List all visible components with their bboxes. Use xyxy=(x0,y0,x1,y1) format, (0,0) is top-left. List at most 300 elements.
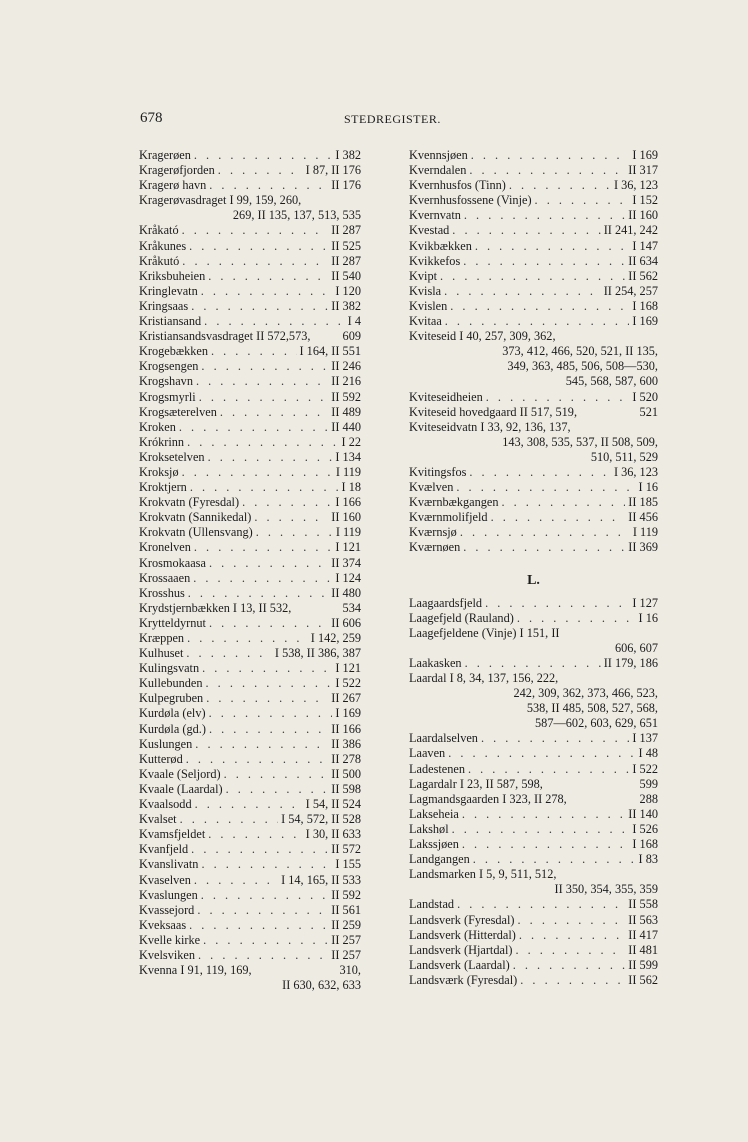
index-entry xyxy=(139,344,361,359)
index-entry xyxy=(139,329,361,344)
leader-dots xyxy=(182,254,328,269)
leader-dots xyxy=(209,722,328,737)
entry-refs: II 599 xyxy=(628,957,658,972)
entry-term: Krydstjernbækken I 13, II 532, xyxy=(139,600,292,615)
index-entry xyxy=(409,762,658,777)
page-number: 678 xyxy=(140,110,163,126)
entry-term: Lakshøl xyxy=(409,821,449,836)
index-entry xyxy=(139,163,361,178)
entry-term: Krokvatn (Ullensvang) xyxy=(139,525,253,540)
entry-term: Kvernhusfossene (Vinje) xyxy=(409,193,532,208)
entry-refs: I 168 xyxy=(632,298,658,313)
entry-refs: I 119 xyxy=(335,525,361,540)
entry-refs: I 169 xyxy=(335,706,361,721)
entry-term: Kvanslivatn xyxy=(139,857,199,872)
index-entry xyxy=(409,284,658,299)
entry-refs: I 526 xyxy=(632,821,658,836)
index-entry xyxy=(139,857,361,872)
entry-continuation: 349, 363, 485, 506, 508—530, xyxy=(507,359,658,374)
leader-dots xyxy=(179,420,328,435)
entry-term: Kværnsjø xyxy=(409,525,457,540)
entry-refs: II 634 xyxy=(628,253,658,268)
leader-dots xyxy=(187,435,338,450)
entry-term: Laagefjeldene (Vinje) I 151, II xyxy=(409,625,560,640)
leader-dots xyxy=(189,918,328,933)
page-header xyxy=(0,110,748,130)
entry-refs: I 152 xyxy=(632,193,658,208)
index-entry xyxy=(409,807,658,822)
entry-term: Kutterød xyxy=(139,751,183,766)
leader-dots xyxy=(457,897,625,912)
index-entry xyxy=(409,792,658,807)
leader-dots xyxy=(203,933,328,948)
entry-refs: I 137 xyxy=(632,731,658,746)
index-column-right xyxy=(409,148,658,988)
entry-refs: II 481 xyxy=(628,942,658,957)
entry-term: Kronelven xyxy=(139,540,191,555)
entry-term: Lakssjøen xyxy=(409,837,459,852)
entry-term: Kvaale (Laardal) xyxy=(139,781,223,796)
entry-refs: II 259 xyxy=(331,917,361,932)
index-entry xyxy=(139,706,361,721)
index-entry xyxy=(139,888,361,903)
entry-refs: II 374 xyxy=(331,555,361,570)
entry-term: Kullebunden xyxy=(139,676,203,691)
leader-dots xyxy=(188,586,329,601)
leader-dots xyxy=(468,762,629,777)
leader-dots xyxy=(485,596,629,611)
index-entry xyxy=(139,269,361,284)
index-entry xyxy=(139,842,361,857)
leader-dots xyxy=(452,223,600,238)
entry-refs: II 572 xyxy=(331,842,361,857)
entry-term: Kvislen xyxy=(409,298,448,313)
index-entry xyxy=(409,897,658,912)
entry-term: Kråkutó xyxy=(139,253,180,268)
entry-refs: I 54, II 524 xyxy=(305,797,361,812)
entry-refs: I 155 xyxy=(335,857,361,872)
index-entry xyxy=(409,928,658,943)
index-entry xyxy=(409,746,658,761)
index-entry xyxy=(139,737,361,752)
entry-refs: II 456 xyxy=(628,510,658,525)
entry-term: Krossaaen xyxy=(139,570,191,585)
entry-term: Kvaslungen xyxy=(139,887,198,902)
entry-refs: II 561 xyxy=(331,902,361,917)
index-section-l xyxy=(409,596,658,988)
leader-dots xyxy=(448,746,635,761)
index-entry xyxy=(409,525,658,540)
entry-refs: I 22 xyxy=(341,434,361,449)
index-entry xyxy=(409,973,658,988)
leader-dots xyxy=(182,465,333,480)
entry-term: Krosshus xyxy=(139,585,185,600)
index-entry xyxy=(409,671,658,686)
leader-dots xyxy=(198,948,328,963)
leader-dots xyxy=(186,646,272,661)
entry-term: Landsverk (Laardal) xyxy=(409,957,510,972)
entry-term: Kvelsviken xyxy=(139,947,196,962)
leader-dots xyxy=(191,842,328,857)
entry-refs: II 166 xyxy=(331,721,361,736)
entry-term: Kviteseidvatn I 33, 92, 136, 137, xyxy=(409,419,571,434)
leader-dots xyxy=(226,782,329,797)
index-entry xyxy=(409,837,658,852)
entry-term: Landsverk (Hitterdal) xyxy=(409,927,516,942)
entry-refs: I 520 xyxy=(632,389,658,404)
entry-continuation: 510, 511, 529 xyxy=(590,449,658,464)
index-entry xyxy=(139,495,361,510)
index-entry xyxy=(139,827,361,842)
leader-dots xyxy=(444,284,601,299)
entry-refs: I 36, 123 xyxy=(613,464,658,479)
entry-term: Kristiansandsvasdraget II 572,573, xyxy=(139,329,311,344)
entry-refs: II 179, 186 xyxy=(603,655,658,670)
index-entry xyxy=(409,958,658,973)
entry-refs: II 257 xyxy=(331,947,361,962)
leader-dots xyxy=(254,510,328,525)
leader-dots xyxy=(208,269,328,284)
entry-term: Kulingsvatn xyxy=(139,661,200,676)
entry-refs: II 246 xyxy=(331,359,361,374)
index-entry xyxy=(139,556,361,571)
leader-dots xyxy=(452,822,630,837)
entry-term: Kræppen xyxy=(139,631,185,645)
entry-term: Kvalset xyxy=(139,812,177,827)
entry-refs: I 120 xyxy=(335,283,361,298)
entry-term: Kroken xyxy=(139,419,176,434)
index-entry xyxy=(139,752,361,767)
leader-dots xyxy=(515,943,625,958)
entry-continuation: 538, II 485, 508, 527, 568, xyxy=(526,701,658,716)
entry-term: Kverndalen xyxy=(409,163,467,178)
entry-refs: I 30, II 633 xyxy=(305,827,361,842)
entry-refs: I 14, 165, II 533 xyxy=(281,872,361,887)
index-entry xyxy=(139,631,361,646)
entry-term: Landsverk (Fyresdal) xyxy=(409,912,515,927)
leader-dots xyxy=(201,888,329,903)
entry-term: Kvikbækken xyxy=(409,238,472,253)
leader-dots xyxy=(464,208,625,223)
index-entry xyxy=(409,223,658,238)
index-entry xyxy=(139,359,361,374)
index-entry xyxy=(409,239,658,254)
entry-term: Kurdøla (elv) xyxy=(139,706,206,721)
entry-refs: I 16 xyxy=(638,610,658,625)
entry-term: Lakseheia xyxy=(409,806,459,821)
index-entry xyxy=(409,656,658,671)
index-entry xyxy=(409,540,658,555)
index-entry xyxy=(409,510,658,525)
entry-term: Kvitingsfos xyxy=(409,464,467,479)
index-entry xyxy=(139,963,361,978)
entry-term: Krogshavn xyxy=(139,374,193,389)
leader-dots xyxy=(187,631,308,646)
index-entry xyxy=(409,611,658,626)
entry-refs: II 417 xyxy=(628,927,658,942)
entry-term: Kvaselven xyxy=(139,872,191,887)
entry-term: Kvælven xyxy=(409,480,454,495)
entry-term: Kvanfjeld xyxy=(139,842,189,857)
index-entry xyxy=(139,435,361,450)
entry-continuation: 587—602, 603, 629, 651 xyxy=(535,716,658,731)
entry-refs: II 185 xyxy=(628,495,658,510)
leader-dots xyxy=(194,148,332,163)
leader-dots xyxy=(517,611,636,626)
entry-term: Kulpegruben xyxy=(139,691,204,706)
entry-term: Kviteseidheien xyxy=(409,389,483,404)
index-entry xyxy=(139,948,361,963)
entry-refs: 521 xyxy=(639,404,658,419)
entry-refs: 534 xyxy=(342,600,361,615)
index-entry xyxy=(139,450,361,465)
entry-term: Krogsengen xyxy=(139,359,199,374)
entry-refs: I 169 xyxy=(632,314,658,329)
entry-term: Kvassejord xyxy=(139,902,195,917)
leader-dots xyxy=(197,903,328,918)
entry-term: Landsværk (Fyresdal) xyxy=(409,972,518,987)
leader-dots xyxy=(209,178,328,193)
index-entry xyxy=(139,178,361,193)
leader-dots xyxy=(509,178,611,193)
index-entry xyxy=(139,797,361,812)
index-entry xyxy=(409,913,658,928)
entry-term: Kurdøla (gd.) xyxy=(139,721,206,736)
leader-dots xyxy=(473,852,636,867)
entry-continuation: 143, 308, 535, 537, II 508, 509, xyxy=(502,434,658,449)
entry-refs: II 592 xyxy=(331,887,361,902)
entry-term: Kulhuset xyxy=(139,646,184,661)
leader-dots xyxy=(209,556,328,571)
entry-term: Kviteseid hovedgaard II 517, 519, xyxy=(409,404,578,419)
entry-refs: I 168 xyxy=(632,837,658,852)
index-entry xyxy=(409,329,658,344)
entry-term: Kragerøfjorden xyxy=(139,163,215,178)
entry-refs: II 140 xyxy=(628,806,658,821)
leader-dots xyxy=(475,239,630,254)
entry-refs: I 522 xyxy=(335,676,361,691)
leader-dots xyxy=(196,374,328,389)
section-letter: L. xyxy=(527,572,540,588)
leader-dots xyxy=(199,390,329,405)
leader-dots xyxy=(208,450,333,465)
entry-refs: 288 xyxy=(639,791,658,806)
index-entry xyxy=(139,601,361,616)
index-entry xyxy=(409,731,658,746)
entry-term: Laardal I 8, 34, 137, 156, 222, xyxy=(409,671,559,685)
index-entry xyxy=(139,540,361,555)
entry-term: Krogebækken xyxy=(139,344,208,359)
index-entry xyxy=(139,299,361,314)
entry-term: Krogsæterelven xyxy=(139,404,217,419)
entry-term: Kvernvatn xyxy=(409,208,461,223)
entry-refs: I 16 xyxy=(638,480,658,495)
entry-term: Kvisla xyxy=(409,283,442,298)
entry-term: Laardalselven xyxy=(409,731,478,746)
index-entry xyxy=(409,148,658,163)
entry-continuation: 545, 568, 587, 600 xyxy=(565,374,658,389)
entry-refs: I 134 xyxy=(335,449,361,464)
entry-term: Kvamsfjeldet xyxy=(139,827,206,842)
leader-dots xyxy=(519,928,625,943)
leader-dots xyxy=(463,540,625,555)
leader-dots xyxy=(471,148,630,163)
leader-dots xyxy=(189,239,328,254)
index-entry xyxy=(139,420,361,435)
leader-dots xyxy=(501,495,625,510)
entry-refs: I 164, II 551 xyxy=(299,344,361,359)
index-entry xyxy=(139,193,361,208)
index-entry xyxy=(409,314,658,329)
index-entry xyxy=(409,867,658,882)
index-entry xyxy=(139,374,361,389)
leader-dots xyxy=(469,465,611,480)
index-entry xyxy=(409,943,658,958)
leader-dots xyxy=(201,359,328,374)
entry-term: Ladestenen xyxy=(409,761,465,776)
index-entry xyxy=(409,178,658,193)
leader-dots xyxy=(190,480,339,495)
entry-refs: I 166 xyxy=(335,495,361,510)
leader-dots xyxy=(456,480,635,495)
entry-refs: II 257 xyxy=(331,932,361,947)
index-entry xyxy=(139,239,361,254)
entry-term: Kvaale (Seljord) xyxy=(139,766,221,781)
entry-refs: I 48 xyxy=(638,746,658,761)
entry-refs: II 489 xyxy=(331,404,361,419)
entry-term: Kvestad xyxy=(409,223,450,238)
index-entry xyxy=(409,269,658,284)
leader-dots xyxy=(462,837,630,852)
entry-continuation: 373, 412, 466, 520, 521, II 135, xyxy=(502,344,658,359)
entry-refs: II 216 xyxy=(331,374,361,389)
leader-dots xyxy=(206,676,333,691)
leader-dots xyxy=(224,767,329,782)
entry-term: Krókrinn xyxy=(139,434,185,449)
entry-refs: II 562 xyxy=(628,972,658,987)
index-entry xyxy=(139,918,361,933)
entry-refs: II 592 xyxy=(331,389,361,404)
entry-refs: II 562 xyxy=(628,268,658,283)
entry-refs: II 317 xyxy=(628,163,658,178)
entry-term: Landstad xyxy=(409,897,455,912)
leader-dots xyxy=(201,284,333,299)
entry-refs: II 480 xyxy=(331,585,361,600)
entry-refs: II 267 xyxy=(331,691,361,706)
entry-refs: II 160 xyxy=(331,510,361,525)
entry-refs: II 500 xyxy=(331,766,361,781)
leader-dots xyxy=(469,163,625,178)
leader-dots xyxy=(208,827,302,842)
entry-term: Kvennsjøen xyxy=(409,148,468,162)
entry-continuation: 606, 607 xyxy=(614,640,658,655)
leader-dots xyxy=(195,737,328,752)
entry-refs: I 147 xyxy=(632,238,658,253)
entry-refs: II 606 xyxy=(331,615,361,630)
index-entry xyxy=(409,163,658,178)
entry-term: Lagardalr I 23, II 587, 598, xyxy=(409,776,543,791)
index-entry xyxy=(139,586,361,601)
leader-dots xyxy=(463,254,625,269)
entry-term: Laagaardsfjeld xyxy=(409,595,483,610)
entry-refs: I 522 xyxy=(632,761,658,776)
entry-refs: II 369 xyxy=(628,540,658,555)
running-head: STEDREGISTER. xyxy=(344,112,441,126)
leader-dots xyxy=(180,812,279,827)
index-entry xyxy=(139,465,361,480)
entry-term: Kværnbækgangen xyxy=(409,495,499,510)
index-section-k xyxy=(409,148,658,556)
entry-refs: II 287 xyxy=(331,223,361,238)
entry-term: Kringsaas xyxy=(139,298,189,313)
entry-refs: I 119 xyxy=(335,464,361,479)
leader-dots xyxy=(202,661,332,676)
entry-term: Kringlevatn xyxy=(139,283,198,298)
entry-refs: II 382 xyxy=(331,298,361,313)
entry-term: Lagmandsgaarden I 323, II 278, xyxy=(409,791,567,806)
leader-dots xyxy=(209,616,328,631)
index-entry xyxy=(409,420,658,435)
entry-term: Kroksjø xyxy=(139,464,179,479)
leader-dots xyxy=(256,525,333,540)
leader-dots xyxy=(535,193,630,208)
index-entry xyxy=(409,465,658,480)
index-entry xyxy=(139,646,361,661)
leader-dots xyxy=(242,495,332,510)
entry-refs: II 525 xyxy=(331,238,361,253)
entry-term: Laagefjeld (Rauland) xyxy=(409,610,514,625)
index-entry xyxy=(409,626,658,641)
entry-refs: I 54, 572, II 528 xyxy=(281,812,361,827)
entry-term: Kråkató xyxy=(139,223,179,238)
index-entry xyxy=(139,525,361,540)
index-entry xyxy=(139,480,361,495)
entry-term: Laakasken xyxy=(409,655,462,670)
index-entry xyxy=(139,873,361,888)
index-entry xyxy=(139,314,361,329)
index-entry xyxy=(139,405,361,420)
leader-dots xyxy=(491,510,626,525)
entry-term: Krogsmyrli xyxy=(139,389,196,404)
leader-dots xyxy=(204,314,345,329)
entry-refs: II 254, 257 xyxy=(603,283,658,298)
leader-dots xyxy=(520,973,625,988)
entry-refs: I 124 xyxy=(335,570,361,585)
leader-dots xyxy=(191,299,328,314)
leader-dots xyxy=(193,571,332,586)
entry-refs: I 121 xyxy=(335,540,361,555)
entry-term: Krosmokaasa xyxy=(139,555,206,570)
leader-dots xyxy=(182,223,329,238)
leader-dots xyxy=(220,405,328,420)
entry-refs: I 169 xyxy=(632,148,658,162)
index-entry xyxy=(409,254,658,269)
leader-dots xyxy=(218,163,303,178)
entry-term: Kvelle kirke xyxy=(139,932,201,947)
entry-term: Kværnmolifjeld xyxy=(409,510,488,525)
entry-term: Kråkunes xyxy=(139,238,187,253)
leader-dots xyxy=(462,807,625,822)
entry-term: Kroktjern xyxy=(139,480,187,495)
entry-term: Kvernhusfos (Tinn) xyxy=(409,178,506,193)
entry-term: Kristiansand xyxy=(139,314,202,329)
index-entry xyxy=(409,777,658,792)
entry-term: Kvipt xyxy=(409,268,438,283)
entry-term: Kveksaas xyxy=(139,917,187,932)
index-entry xyxy=(409,299,658,314)
entry-term: Kragerøen xyxy=(139,148,191,162)
entry-refs: I 121 xyxy=(335,661,361,676)
